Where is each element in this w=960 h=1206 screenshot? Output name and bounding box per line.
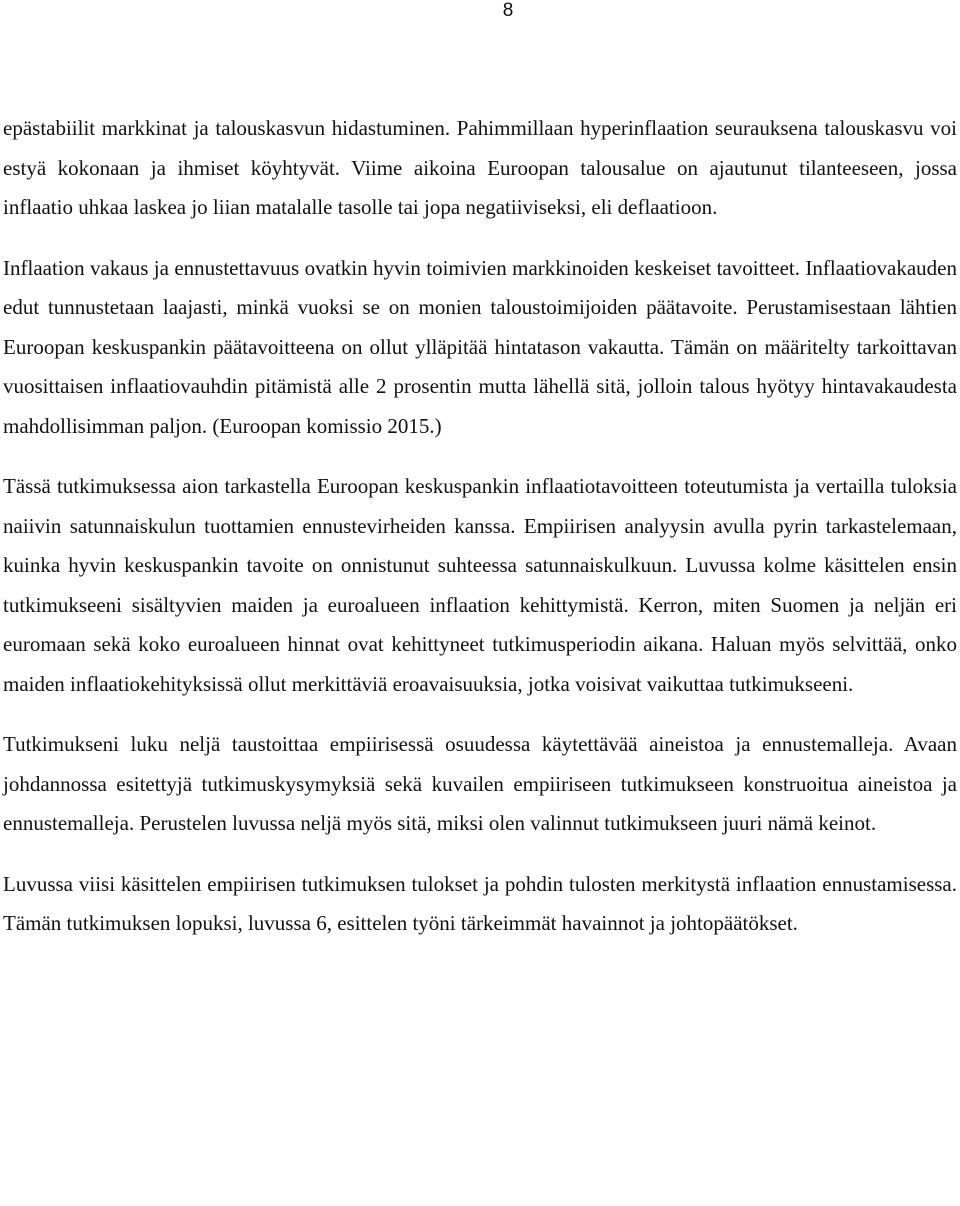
paragraph-4: Tutkimukseni luku neljä taustoittaa empiirisessä osuudessa käytettävää aineistoa ja ennustemalleja. Avaan johdannossa esitettyjä tutkimuskysymyksiä sekä kuvailen empiiriseen tutkimukseen konstruoitua aineistoa ja ennustemalleja. Perustelen luvussa neljä myös sitä, miksi olen valinnut tutkimukseen juuri nämä keinot. bbox=[3, 732, 957, 835]
page-number: 8 bbox=[502, 0, 514, 21]
paragraph-2: Inflaation vakaus ja ennustettavuus ovatkin hyvin toimivien markkinoiden keskeiset tavoitteet. Inflaatiovakauden edut tunnustetaan laajasti, minkä vuoksi se on monien taloustoimijoiden päätavoite. Perustamisestaan lähtien Euroopan keskuspankin päätavoitteena on ollut ylläpitää hintatason vakautta. Tämän on määritelty tarkoittavan vuosittaisen inflaatiovauhdin pitämistä alle 2 prosentin mutta lähellä sitä, jolloin talous hyötyy hintavakaudesta mahdollisimman paljon. (Euroopan komissio 2015.) bbox=[3, 255, 957, 438]
paragraph-3: Tässä tutkimuksessa aion tarkastella Euroopan keskuspankin inflaatiotavoitteen toteutumista ja vertailla tuloksia naiivin satunnaiskulun tuottamien ennustevirheiden kanssa. Empiirisen analyysin avulla pyrin tarkastelemaan, kuinka hyvin keskuspankin tavoite on onnistunut suhteessa satunnaiskulkuun. Luvussa kolme käsittelen ensin tutkimukseeni sisältyvien maiden ja euroalueen inflaation kehittymistä. Kerron, miten Suomen ja neljän eri euromaan sekä koko euroalueen hinnat ovat kehittyneet tutkimusperiodin aikana. Haluan myös selvittää, onko maiden inflaatiokehityksissä ollut merkittäviä eroavaisuuksia, jotka voisivat vaikuttaa tutkimukseeni. bbox=[3, 474, 957, 696]
paragraph-1: epästabiilit markkinat ja talouskasvun hidastuminen. Pahimmillaan hyperinflaation seurauksena talouskasvu voi estyä kokonaan ja ihmiset köyhtyvät. Viime aikoina Euroopan talousalue on ajautunut tilanteeseen, jossa inflaatio uhkaa laskea jo liian matalalle tasolle tai jopa negatiiviseksi, eli deflaatioon. bbox=[3, 116, 957, 219]
document-body bbox=[3, 109, 957, 944]
paragraph-5: Luvussa viisi käsittelen empiirisen tutkimuksen tulokset ja pohdin tulosten merkitystä inflaation ennustamisessa. Tämän tutkimuksen lopuksi, luvussa 6, esittelen työni tärkeimmät havainnot ja johtopäätökset. bbox=[3, 871, 957, 935]
